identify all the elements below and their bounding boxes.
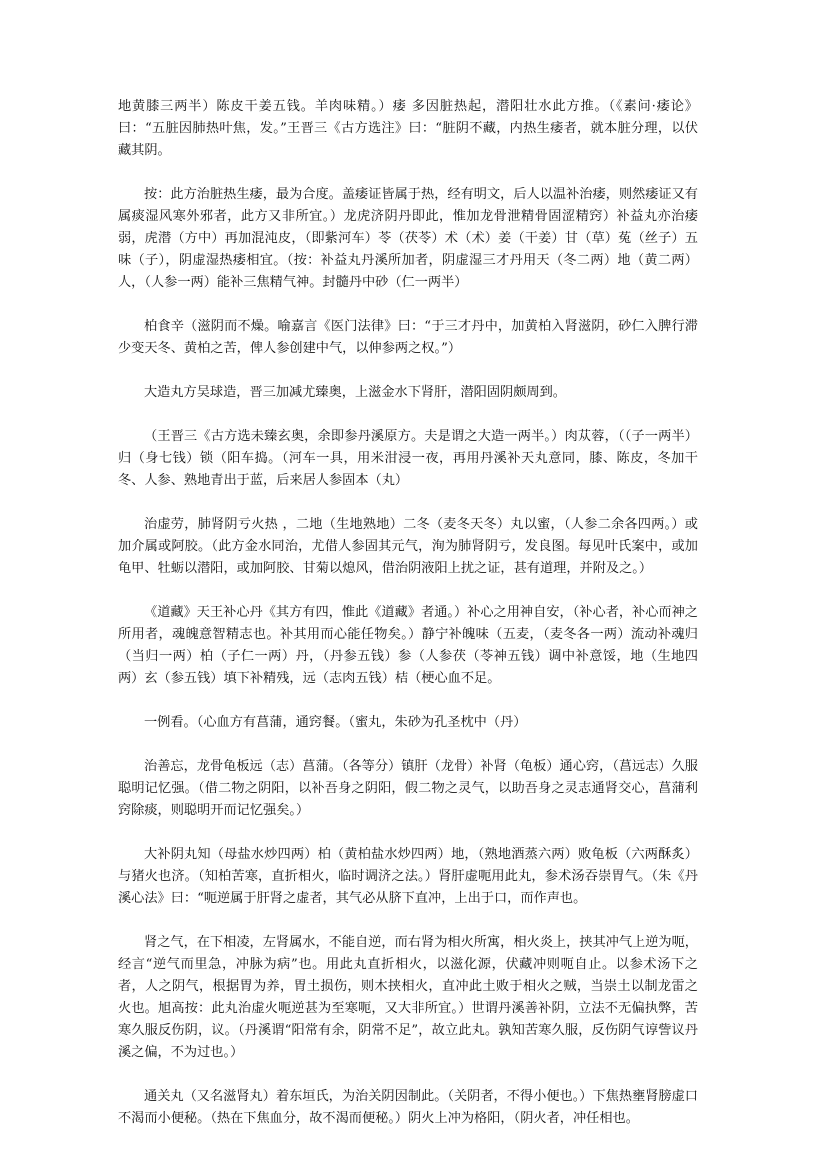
- paragraph: 大造丸方吴球造，晋三加减尤臻奥，上滋金水下肾肝，潜阳固阴颇周到。: [144, 385, 566, 400]
- paragraph: 治善忘，龙骨龟板远（志）菖蒲。（各等分）镇肝（龙骨）补肾（龟板）通心窍，（菖远志）久服聪明记忆强。（借二物之阴阳，以补吾身之阴阳，假二物之灵气，以助吾身之灵志通肾交心，菖蒲利窍除痰，则聪明开而记忆强矣。）: [118, 759, 698, 818]
- paragraph: 《道藏》天王补心丹《其方有四，惟此《道藏》者通。）补心之用神自安，（补心者，补心而神之所用者，魂魄意智精志也。补其用而心能任物矣。）静宁补魄味（五麦，（麦冬各一两）流动补魂归（当归一两）柏（子仁一两）丹，（丹参五钱）参（人参茯（苓神五钱）调中补意馁，地（生地四两）玄（参五钱）填下补精残，远（志肉五钱）桔（梗心血不足。: [118, 605, 698, 686]
- paragraph: 一例看。（心血方有菖蒲，通窍餐。（蜜丸，朱砂为孔圣枕中（丹）: [144, 715, 527, 730]
- paragraph: 治虚劳，肺肾阴亏火热 ，二地（生地熟地）二冬（麦冬天冬）丸以蜜，（人参二余各四两。）或加介属或阿胶。（此方金水同治，尤借人参固其元气，洵为肺肾阴亏，发良图。每见叶氏案中，或加龟甲、牡蛎以潜阳，或加阿胶、甘菊以熄风，借治阴液阳上扰之证，甚有道理，并附及之。）: [118, 517, 698, 576]
- paragraph: 地黄膝三两半）陈皮干姜五钱。羊肉味精。）痿 多因脏热起，潜阳壮水此方推。（《素问·痿论》曰：“五脏因肺热叶焦，发。”王晋三《古方选注》曰：“脏阴不藏，内热生痿者，就本脏分理，以伏藏其阴。: [118, 99, 698, 158]
- paragraph: 柏食辛（滋阴而不燥。喻嘉言《医门法律》曰：“于三才丹中，加黄柏入肾滋阴，砂仁入脾行滞少变天冬、黄柏之苦，俾人参创建中气，以伸参两之权。”）: [118, 319, 698, 356]
- paragraph: 肾之气，在下相凌，左肾属水，不能自逆，而右肾为相火所寓，相火炎上，挟其冲气上逆为呃，经言“逆气而里急，冲脉为病”也。用此丸直折相火，以滋化源，伏藏冲则呃自止。以参术汤下之者，人之阴气，根据胃为养，胃土损伤，则木挟相火，直冲此土败于相火之贼，当崇土以制龙雷之火也。旭高按：此丸治虚火呃逆甚为至寒呃，又大非所宜。）世谓丹溪善补阴，立法不无偏执弊，苦寒久服反伤阴，议。（丹溪谓“阳常有余，阴常不足”，故立此丸。孰知苦寒久服，反伤阴气谆訾议丹溪之偏，不为过也。）: [118, 935, 698, 1060]
- paragraph: 大补阴丸知（母盐水炒四两）柏（黄柏盐水炒四两）地，（熟地酒蒸六两）败龟板（六两酥炙）与猪火也济。（知柏苦寒，直折相火，临时调济之法。）肾肝虚呃用此丸，参术汤吞崇胃气。（朱《丹溪心法》曰：“呃逆属于肝肾之虚者，其气必从脐下直冲，上出于口，而作声也。: [118, 847, 698, 906]
- paragraph: 按：此方治脏热生痿，最为合度。盖痿证皆属于热，经有明文，后人以温补治痿，则然痿证又有属痰湿风寒外邪者，此方又非所宜。）龙虎济阴丹即此，惟加龙骨泄精骨固涩精窍）补益丸亦治痿弱，虎潜（方中）再加混沌皮，（即紫河车）苓（茯苓）术（术）姜（干姜）甘（草）菟（丝子）五味（子），阴虚湿热痿相宜。（按：补益丸丹溪所加者，阴虚湿三才丹用天（冬二两）地（黄二两）人，（人参一两）能补三焦精气神。封髓丹中砂（仁一两半）: [118, 187, 698, 290]
- document-page: [118, 96, 698, 1152]
- paragraph: （王晋三《古方选未臻玄奥，余即参丹溪原方。夫是谓之大造一两半。）肉苁蓉，（（子一两半）归（身七钱）锁（阳车捣。（河车一具，用米泔浸一夜，再用丹溪补天丸意同，膝、陈皮，冬加干冬、人参、熟地青出于蓝，后来居人参固本（丸）: [118, 429, 698, 488]
- paragraph: 通关丸（又名滋肾丸）着东垣氏，为治关阴因制此。（关阴者，不得小便也。）下焦热壅肾膀虚口不渴而小便秘。（热在下焦血分，故不渴而便秘。）阴火上冲为格阳，（阴火者，冲任相也。: [118, 1089, 698, 1126]
